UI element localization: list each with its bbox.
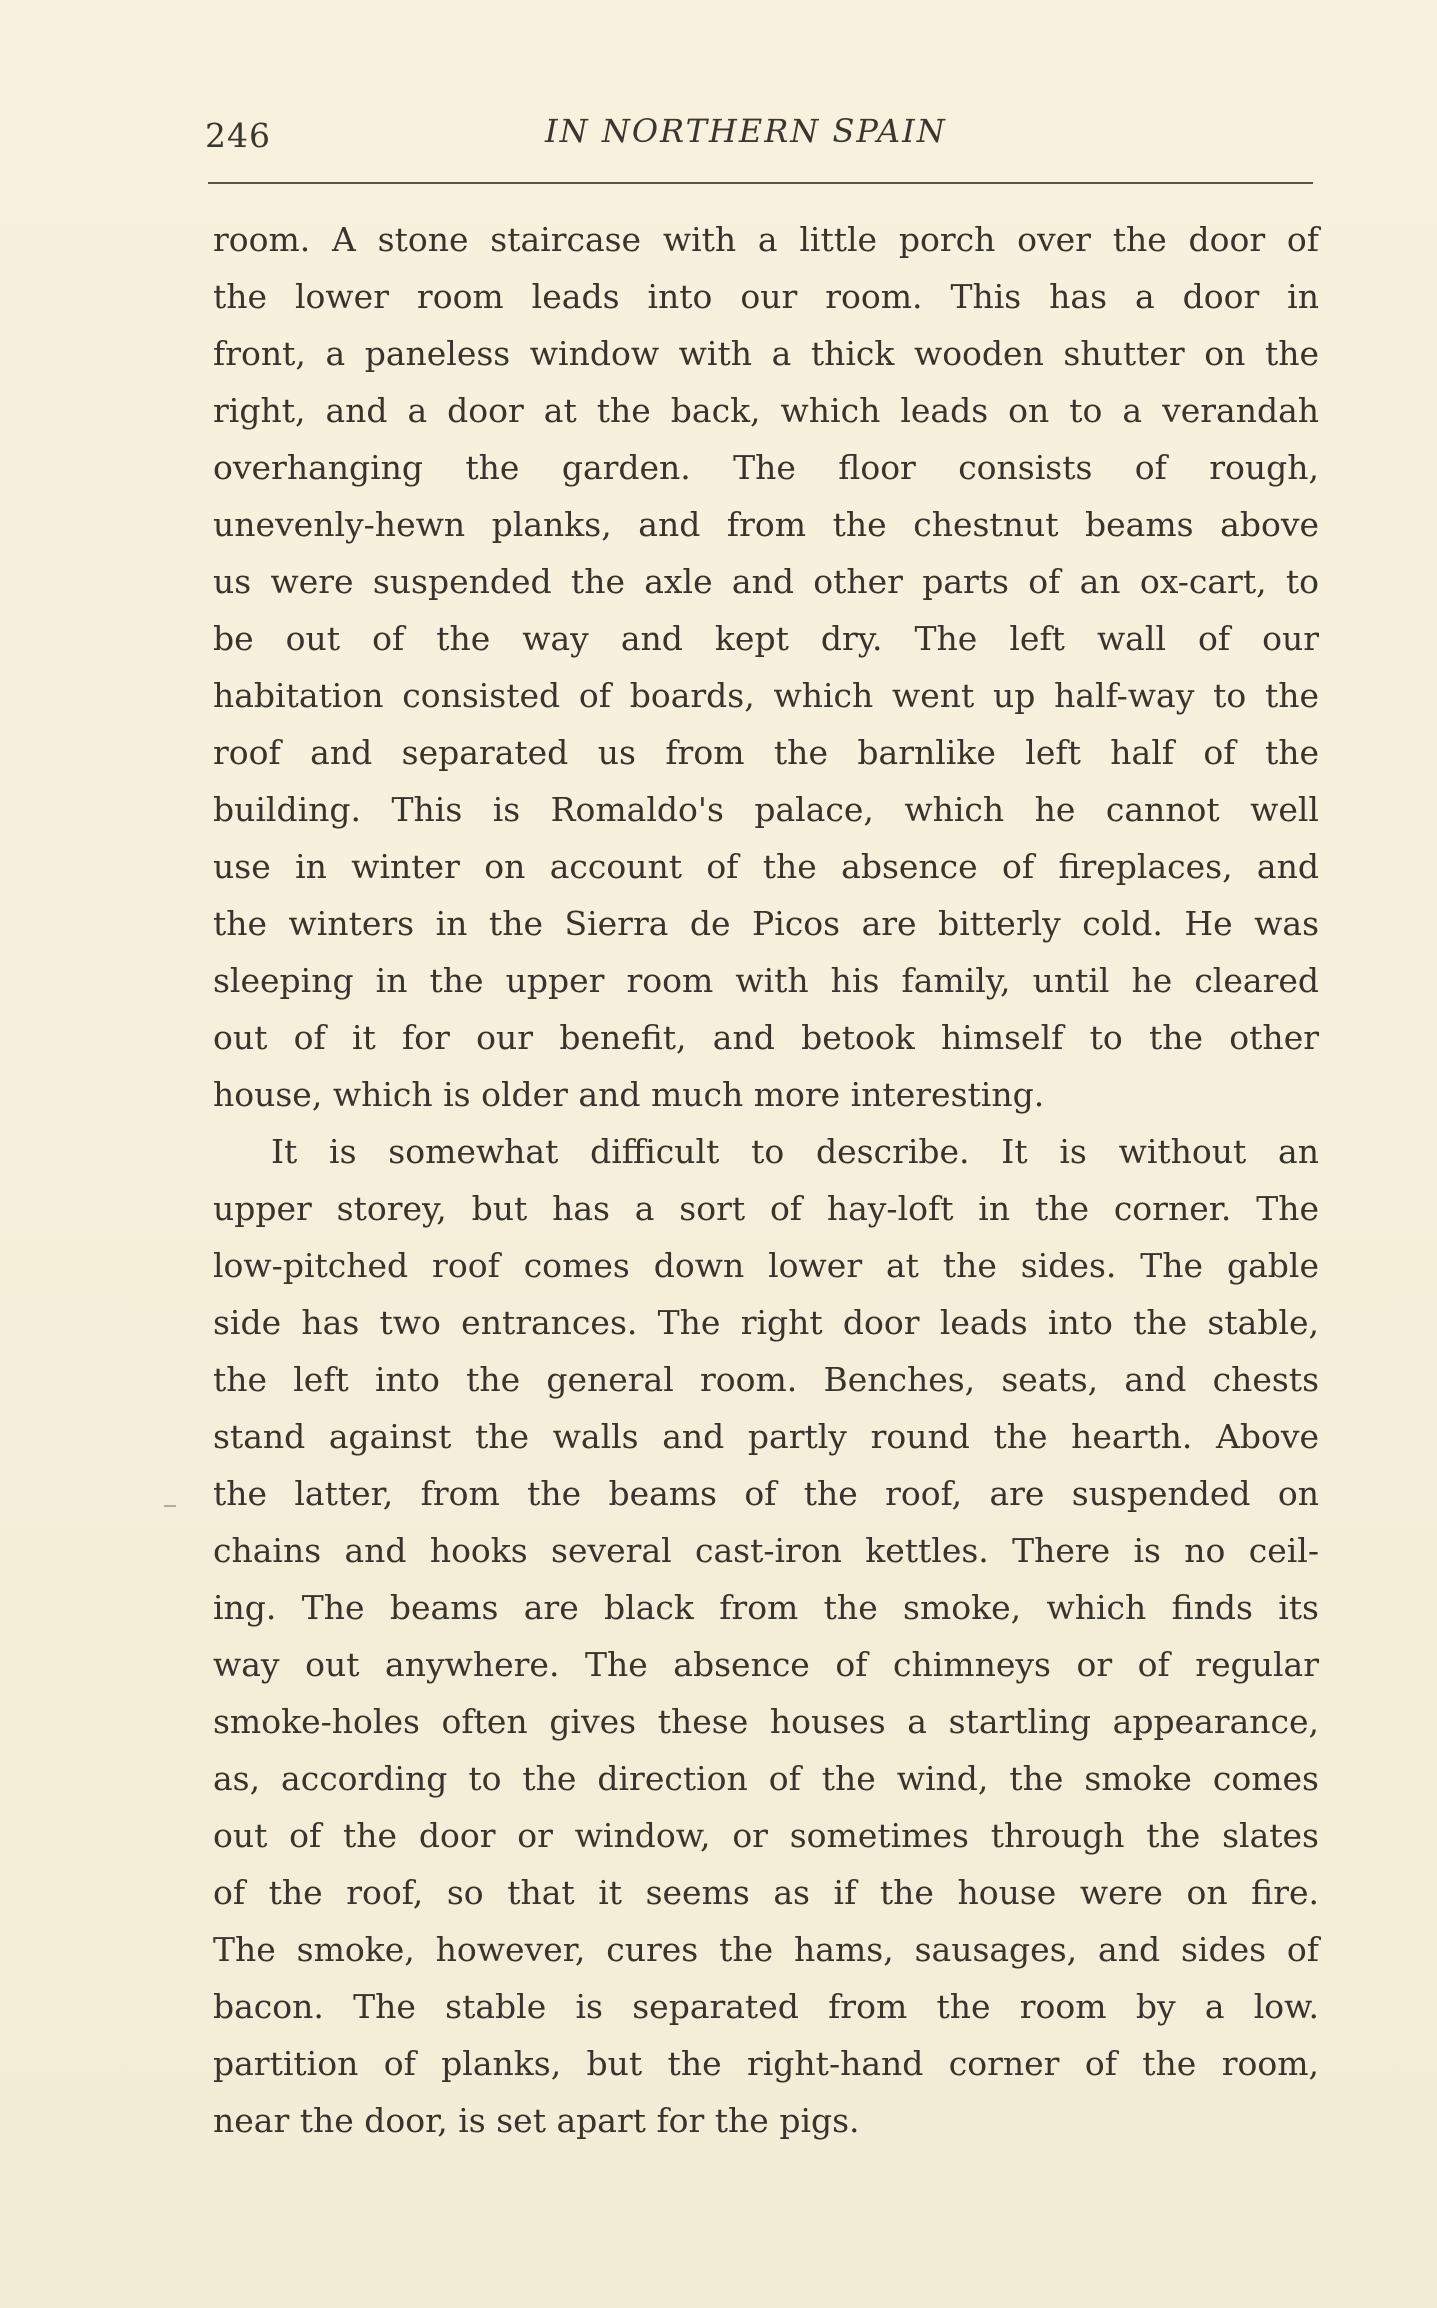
text-line: the left into the general room. Benches, seats, and chests: [213, 1360, 1319, 1399]
text-line: bacon. The stable is separated from the room by a low.: [213, 1987, 1319, 2026]
text-line: stand against the walls and partly round the hearth. Above: [213, 1417, 1319, 1456]
margin-mark: [164, 1505, 176, 1507]
text-line: room. A stone staircase with a little porch over the door of: [213, 220, 1319, 259]
text-line: ing. The beams are black from the smoke, which finds its: [213, 1588, 1319, 1627]
text-line: sleeping in the upper room with his family, until he cleared: [213, 961, 1319, 1000]
running-title: IN NORTHERN SPAIN: [545, 112, 947, 150]
text-line: partition of planks, but the right-hand corner of the room,: [213, 2044, 1319, 2083]
text-line: as, according to the direction of the wind, the smoke comes: [213, 1759, 1319, 1798]
text-line: use in winter on account of the absence of fireplaces, and: [213, 847, 1319, 886]
text-line: way out anywhere. The absence of chimneys or of regular: [213, 1645, 1319, 1684]
paragraph-end-line: house, which is older and much more interesting.: [213, 1075, 1045, 1114]
text-line: side has two entrances. The right door leads into the stable,: [213, 1303, 1319, 1342]
header-rule: [208, 182, 1313, 184]
text-line: unevenly-hewn planks, and from the chestnut beams above: [213, 505, 1319, 544]
paragraph-end-line: near the door, is set apart for the pigs.: [213, 2101, 860, 2140]
text-line: us were suspended the axle and other parts of an ox-cart, to: [213, 562, 1319, 601]
text-line: low-pitched roof comes down lower at the sides. The gable: [213, 1246, 1319, 1285]
text-line: The smoke, however, cures the hams, sausages, and sides of: [213, 1930, 1319, 1969]
text-line: smoke-holes often gives these houses a startling appearance,: [213, 1702, 1319, 1741]
text-line: front, a paneless window with a thick wooden shutter on the: [213, 334, 1319, 373]
text-line: habitation consisted of boards, which went up half-way to the: [213, 676, 1319, 715]
page-number: 246: [205, 116, 271, 155]
paragraph-start-line: It is somewhat difficult to describe. It is without an: [271, 1132, 1319, 1171]
text-line: upper storey, but has a sort of hay-loft in the corner. The: [213, 1189, 1319, 1228]
text-line: overhanging the garden. The floor consists of rough,: [213, 448, 1319, 487]
text-line: of the roof, so that it seems as if the house were on fire.: [213, 1873, 1319, 1912]
text-line: right, and a door at the back, which leads on to a verandah: [213, 391, 1319, 430]
text-line: building. This is Romaldo's palace, which he cannot well: [213, 790, 1319, 829]
text-line: be out of the way and kept dry. The left wall of our: [213, 619, 1319, 658]
text-line: out of it for our benefit, and betook himself to the other: [213, 1018, 1319, 1057]
text-line: the lower room leads into our room. This has a door in: [213, 277, 1319, 316]
text-line: the latter, from the beams of the roof, are suspended on: [213, 1474, 1319, 1513]
text-line: the winters in the Sierra de Picos are bitterly cold. He was: [213, 904, 1319, 943]
body-text: [213, 211, 1319, 2149]
page-header: [205, 108, 1315, 158]
text-line: roof and separated us from the barnlike left half of the: [213, 733, 1319, 772]
text-line: out of the door or window, or sometimes through the slates: [213, 1816, 1319, 1855]
text-line: chains and hooks several cast-iron kettles. There is no ceil-: [213, 1531, 1319, 1570]
